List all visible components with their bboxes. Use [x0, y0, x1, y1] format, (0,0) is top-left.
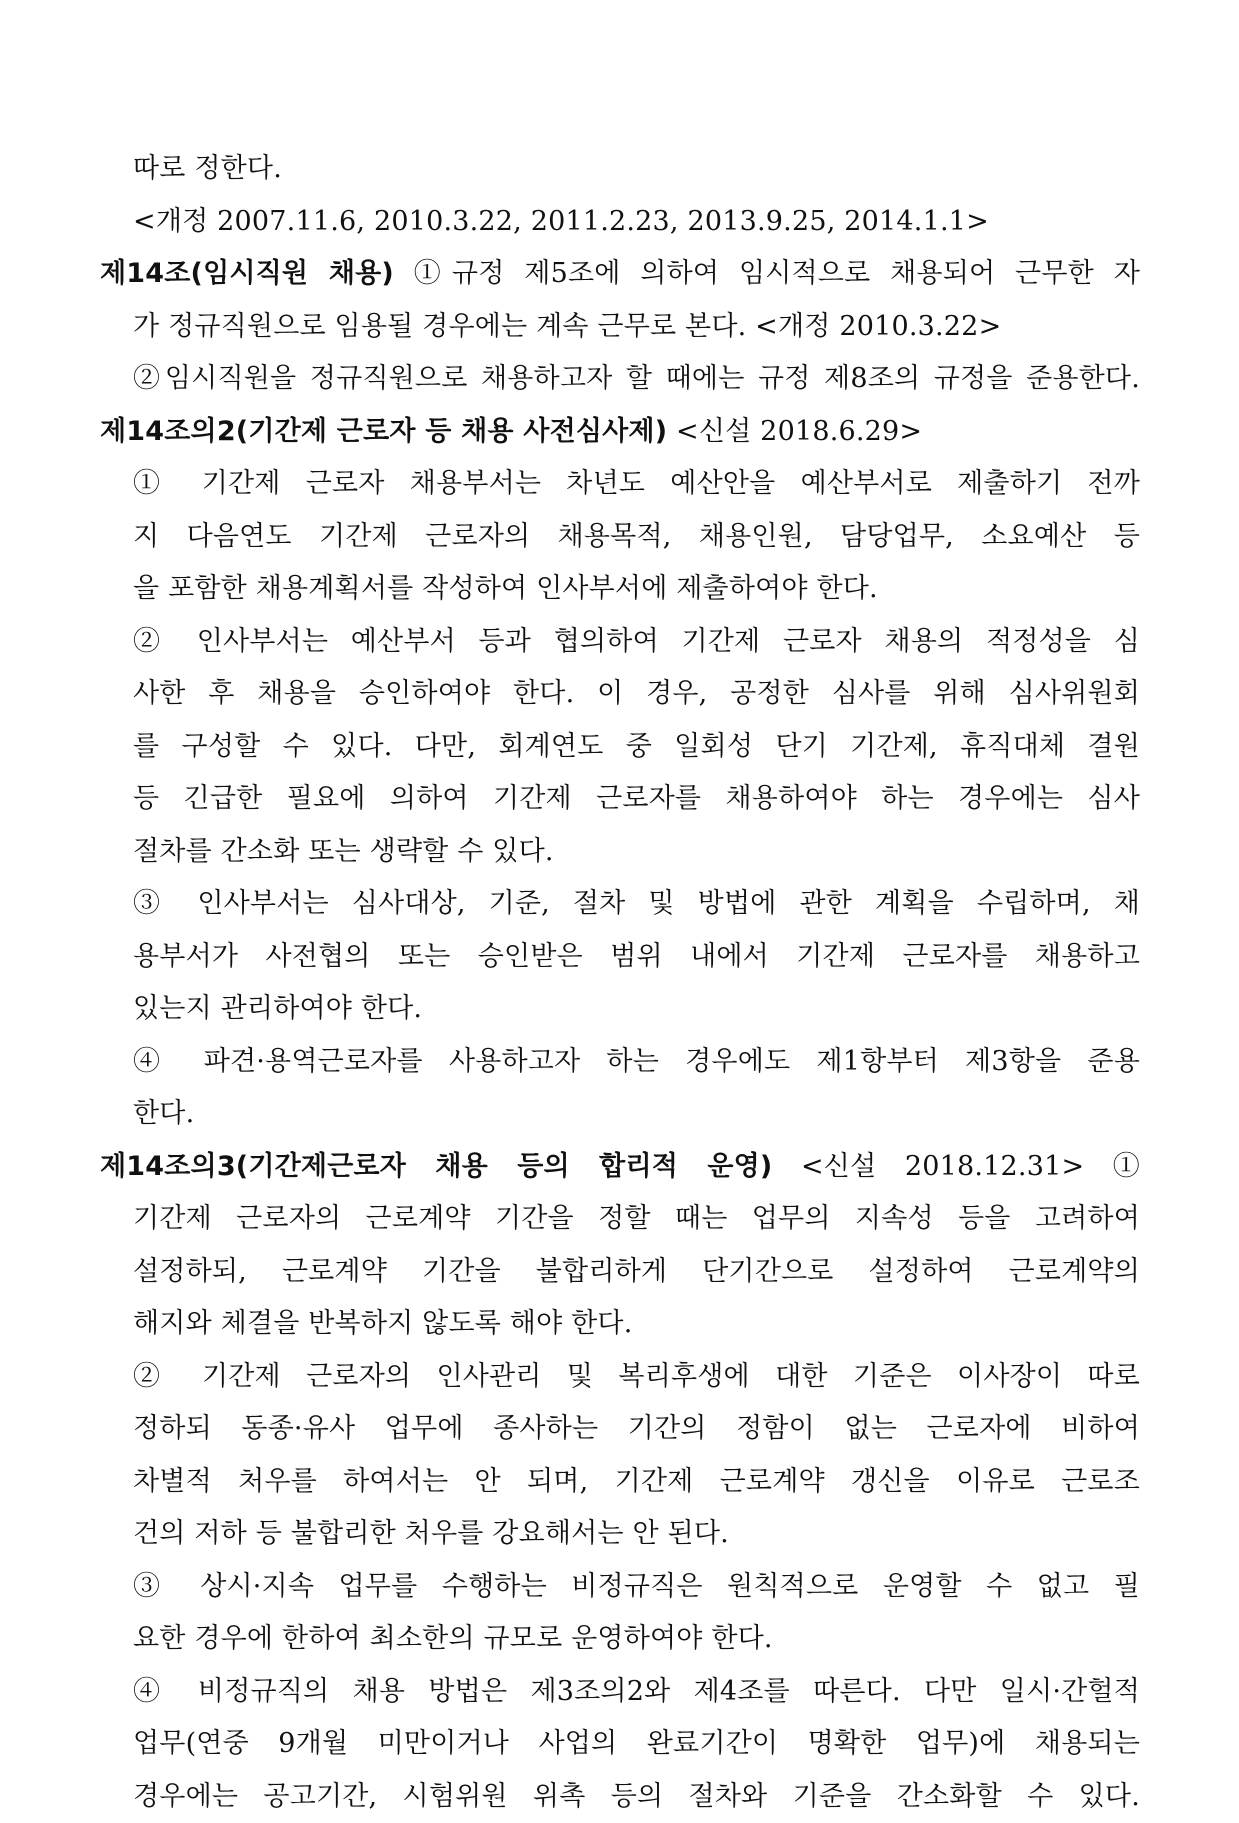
line-text: 경우에는 공고기간, 시험위원 위촉 등의 절차와 기준을 간소화할 수 있다.: [133, 1781, 1140, 1812]
text-line: [100, 1456, 1140, 1509]
text-line: [100, 301, 1140, 354]
text-line: [100, 1193, 1140, 1246]
line-text: ④ 파견·용역근로자를 사용하고자 하는 경우에도 제1항부터 제3항을 준용: [133, 1046, 1140, 1077]
text-line: [100, 1666, 1140, 1719]
text-line: [100, 353, 1140, 406]
line-text: 기간제 근로자의 근로계약 기간을 정할 때는 업무의 지속성 등을 고려하여: [133, 1203, 1140, 1234]
text-line: [100, 511, 1140, 564]
line-text: 정하되 동종·유사 업무에 종사하는 기간의 정함이 없는 근로자에 비하여: [133, 1413, 1140, 1444]
line-text: 등 긴급한 필요에 의하여 기간제 근로자를 채용하여야 하는 경우에는 심사: [133, 783, 1140, 814]
article-heading-line: [100, 406, 1140, 459]
text-line: [100, 1298, 1140, 1351]
text-line: [100, 721, 1140, 774]
text-line: [100, 563, 1140, 616]
text-line: [100, 773, 1140, 826]
article-title: 제14조의3(기간제근로자 채용 등의 합리적 운영): [100, 1151, 772, 1182]
text-line: [100, 1403, 1140, 1456]
line-text: 따로 정한다.: [133, 153, 282, 184]
line-text: 설정하되, 근로계약 기간을 불합리하게 단기간으로 설정하여 근로계약의: [133, 1256, 1140, 1287]
line-text: 절차를 간소화 또는 생략할 수 있다.: [133, 836, 554, 867]
line-text: ② 인사부서는 예산부서 등과 협의하여 기간제 근로자 채용의 적정성을 심: [133, 626, 1140, 657]
article-title: 제14조의2(기간제 근로자 등 채용 사전심사제): [100, 416, 667, 447]
line-text: ③ 인사부서는 심사대상, 기준, 절차 및 방법에 관한 계획을 수립하며, 채: [133, 888, 1140, 919]
line-text: 용부서가 사전협의 또는 승인받은 범위 내에서 기간제 근로자를 채용하고: [133, 941, 1140, 972]
text-line: [100, 983, 1140, 1036]
line-text: ① 기간제 근로자 채용부서는 차년도 예산안을 예산부서로 제출하기 전까: [133, 468, 1140, 499]
text-line: [100, 826, 1140, 879]
line-text: 를 구성할 수 있다. 다만, 회계연도 중 일회성 단기 기간제, 휴직대체 결원: [133, 731, 1140, 762]
text-line: [100, 1613, 1140, 1666]
line-text: <신설 2018.12.31> ①: [772, 1151, 1140, 1182]
line-text: 해지와 체결을 반복하지 않도록 해야 한다.: [133, 1308, 633, 1339]
line-text: ②임시직원을 정규직원으로 채용하고자 할 때에는 규정 제8조의 규정을 준용한다.: [133, 363, 1140, 394]
text-line: [100, 196, 1140, 249]
line-text: ①규정 제5조에 의하여 임시적으로 채용되어 근무한 자: [394, 258, 1140, 289]
text-line: [100, 931, 1140, 984]
line-text: ④ 비정규직의 채용 방법은 제3조의2와 제4조를 따른다. 다만 일시·간헐적: [133, 1676, 1140, 1707]
text-line: [100, 143, 1140, 196]
line-text: 요한 경우에 한하여 최소한의 규모로 운영하여야 한다.: [133, 1623, 773, 1654]
line-text: 가 정규직원으로 임용될 경우에는 계속 근무로 본다. <개정 2010.3.22>: [133, 311, 1001, 342]
line-text: 한다.: [133, 1098, 194, 1129]
text-line: [100, 1088, 1140, 1141]
text-line: [100, 878, 1140, 931]
line-text: ② 기간제 근로자의 인사관리 및 복리후생에 대한 기준은 이사장이 따로: [133, 1361, 1140, 1392]
line-text: <신설 2018.6.29>: [667, 416, 922, 447]
text-line: [100, 1351, 1140, 1404]
article-title: 제14조(임시직원 채용): [100, 258, 394, 289]
text-line: [100, 616, 1140, 669]
line-text: 사한 후 채용을 승인하여야 한다. 이 경우, 공정한 심사를 위해 심사위원회: [133, 678, 1140, 709]
line-text: 차별적 처우를 하여서는 안 되며, 기간제 근로계약 갱신을 이유로 근로조: [133, 1466, 1140, 1497]
line-text: 건의 저하 등 불합리한 처우를 강요해서는 안 된다.: [133, 1518, 729, 1549]
text-line: [100, 1246, 1140, 1299]
text-line: [100, 1718, 1140, 1771]
line-text: 있는지 관리하여야 한다.: [133, 993, 422, 1024]
text-line: [100, 1561, 1140, 1614]
article-heading-line: [100, 248, 1140, 301]
article-heading-line: [100, 1141, 1140, 1194]
line-text: ③ 상시·지속 업무를 수행하는 비정규직은 원칙적으로 운영할 수 없고 필: [133, 1571, 1140, 1602]
text-line: [100, 1036, 1140, 1089]
line-text: 지 다음연도 기간제 근로자의 채용목적, 채용인원, 담당업무, 소요예산 등: [133, 521, 1140, 552]
regulation-text-body: [100, 143, 1140, 1823]
text-line: [100, 1771, 1140, 1823]
text-line: [100, 668, 1140, 721]
text-line: [100, 1508, 1140, 1561]
line-text: 을 포함한 채용계획서를 작성하여 인사부서에 제출하여야 한다.: [133, 573, 878, 604]
text-line: [100, 458, 1140, 511]
line-text: 업무(연중 9개월 미만이거나 사업의 완료기간이 명확한 업무)에 채용되는: [133, 1728, 1140, 1759]
line-text: <개정 2007.11.6, 2010.3.22, 2011.2.23, 2013.9.25, 2014.1.1>: [133, 206, 989, 237]
